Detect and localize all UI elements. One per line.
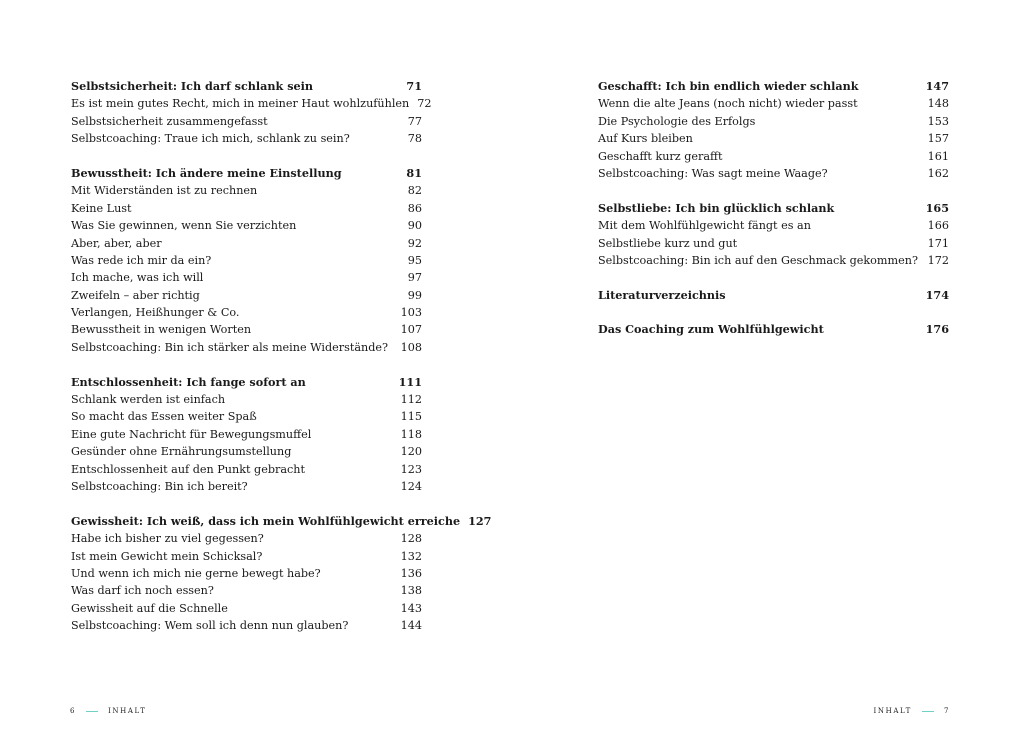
toc-entry-title: Wenn die alte Jeans (noch nicht) wieder passt: [598, 97, 858, 111]
toc-entry-title: Es ist mein gutes Recht, mich in meiner Haut wohlzufühlen: [71, 97, 410, 111]
toc-section: [598, 78, 949, 182]
toc-entry: [71, 600, 422, 617]
toc-entry-title: Keine Lust: [71, 201, 132, 215]
toc-entry-page: 99: [407, 288, 422, 302]
toc-left-column: [71, 78, 492, 652]
toc-entry-page: 118: [400, 427, 422, 441]
toc-entry-page: 111: [398, 374, 422, 389]
toc-entry-page: 174: [925, 287, 949, 302]
toc-entry: [598, 165, 949, 182]
toc-entry-page: 86: [407, 201, 422, 215]
toc-entry-title: Bewusstheit in wenigen Worten: [71, 323, 252, 337]
toc-entry: [71, 391, 422, 408]
toc-chapter-heading: [71, 78, 422, 95]
toc-entry-page: 112: [400, 393, 422, 407]
toc-entry-page: 132: [400, 549, 422, 563]
toc-entry-title: Gewissheit auf die Schnelle: [71, 601, 228, 615]
toc-entry: [598, 113, 949, 130]
toc-entry-title: Das Coaching zum Wohlfühlgewicht: [598, 322, 824, 337]
toc-entry: [71, 565, 422, 582]
toc-chapter-heading: [598, 200, 949, 217]
toc-entry: [71, 95, 432, 112]
toc-entry: [598, 130, 949, 147]
toc-entry-page: 165: [925, 200, 949, 215]
toc-section: [71, 165, 422, 356]
toc-entry-title: Geschafft kurz gerafft: [598, 149, 723, 163]
running-head-left: INHALT: [108, 707, 147, 715]
toc-entry: [71, 617, 422, 634]
toc-entry: [71, 252, 422, 269]
toc-entry-title: Und wenn ich mich nie gerne bewegt habe?: [71, 566, 321, 580]
toc-entry-title: Selbstcoaching: Bin ich bereit?: [71, 479, 248, 493]
toc-entry: [71, 461, 422, 478]
toc-entry-title: Mit Widerständen ist zu rechnen: [71, 184, 258, 198]
toc-entry: [71, 321, 422, 338]
toc-entry: [71, 269, 422, 286]
toc-entry: [598, 235, 949, 252]
toc-entry-page: 95: [407, 253, 422, 267]
toc-entry-page: 153: [927, 114, 949, 128]
toc-entry: [71, 339, 422, 356]
toc-entry-page: 103: [400, 306, 422, 320]
toc-entry-title: Habe ich bisher zu viel gegessen?: [71, 532, 264, 546]
toc-entry-page: 138: [400, 584, 422, 598]
toc-section: [71, 374, 422, 496]
toc-chapter-heading: [71, 513, 492, 530]
toc-entry-page: 157: [927, 132, 949, 146]
toc-chapter-heading: [598, 287, 949, 304]
toc-entry-title: Geschafft: Ich bin endlich wieder schlank: [598, 79, 859, 93]
toc-entry-page: 72: [417, 97, 432, 111]
toc-entry-page: 127: [468, 513, 492, 528]
toc-entry: [71, 478, 422, 495]
toc-entry-title: Schlank werden ist einfach: [71, 393, 226, 407]
footer-left: [70, 707, 146, 715]
toc-entry-page: 77: [407, 114, 422, 128]
toc-entry-title: Mit dem Wohlfühlgewicht fängt es an: [598, 219, 811, 233]
toc-entry-title: Selbstsicherheit: Ich darf schlank sein: [71, 79, 314, 93]
toc-entry: [71, 217, 422, 234]
toc-entry-title: Selbstliebe: Ich bin glücklich schlank: [598, 200, 835, 215]
toc-entry-title: Gesünder ohne Ernährungsumstellung: [71, 445, 292, 459]
toc-entry-page: 171: [927, 236, 949, 250]
footer-dash-left: [86, 711, 98, 712]
toc-entry-title: Was darf ich noch essen?: [71, 584, 214, 598]
toc-entry-title: Selbstcoaching: Wem soll ich denn nun glauben?: [71, 619, 349, 633]
toc-entry: [598, 217, 949, 234]
toc-entry-title: Aber, aber, aber: [71, 236, 162, 250]
toc-section: [71, 513, 492, 635]
toc-entry: [71, 530, 422, 547]
toc-entry-page: 123: [400, 462, 422, 476]
toc-entry-page: 115: [400, 410, 422, 424]
toc-entry-title: So macht das Essen weiter Spaß: [71, 410, 257, 424]
running-head-right: INHALT: [873, 707, 912, 715]
toc-entry-page: 82: [407, 184, 422, 198]
toc-entry-title: Verlangen, Heißhunger & Co.: [71, 306, 240, 320]
toc-entry: [71, 182, 422, 199]
toc-entry: [71, 443, 422, 460]
toc-entry-page: 176: [925, 322, 949, 337]
toc-section: [71, 78, 432, 148]
toc-entry-title: Selbstsicherheit zusammengefasst: [71, 114, 268, 128]
toc-entry-title: Selbstcoaching: Bin ich stärker als meine Widerstände?: [71, 340, 389, 354]
toc-entry-page: 172: [927, 253, 949, 267]
toc-entry: [71, 426, 422, 443]
toc-entry-page: 143: [400, 601, 422, 615]
toc-entry-title: Entschlossenheit auf den Punkt gebracht: [71, 462, 305, 476]
toc-entry-page: 147: [925, 79, 949, 93]
toc-chapter-heading: [71, 374, 422, 391]
toc-entry-page: 120: [400, 445, 422, 459]
toc-entry-page: 107: [400, 323, 422, 337]
toc-entry-title: Die Psychologie des Erfolgs: [598, 114, 756, 128]
toc-entry-page: 97: [407, 271, 422, 285]
toc-entry: [71, 582, 422, 599]
page-number-right: 7: [943, 707, 950, 715]
toc-section: [598, 321, 949, 338]
toc-entry-title: Selbstliebe kurz und gut: [598, 236, 738, 250]
toc-entry: [598, 252, 949, 269]
toc-entry: [71, 287, 422, 304]
toc-entry-title: Gewissheit: Ich weiß, dass ich mein Wohlfühlgewicht erreiche: [71, 513, 461, 528]
toc-entry: [71, 113, 422, 130]
toc-entry-title: Zweifeln – aber richtig: [71, 288, 200, 302]
toc-entry-title: Entschlossenheit: Ich fange sofort an: [71, 374, 306, 389]
toc-entry-page: 81: [406, 165, 422, 180]
toc-chapter-heading: [71, 165, 422, 182]
toc-entry-title: Was Sie gewinnen, wenn Sie verzichten: [71, 219, 297, 233]
toc-entry-page: 90: [407, 219, 422, 233]
toc-entry: [598, 95, 949, 112]
toc-entry-page: 136: [400, 566, 422, 580]
toc-entry-title: Ich mache, was ich will: [71, 271, 204, 285]
toc-entry-title: Selbstcoaching: Bin ich auf den Geschmack gekommen?: [598, 253, 918, 267]
toc-entry: [71, 200, 422, 217]
page-number-left: 6: [70, 707, 77, 715]
toc-entry: [71, 548, 422, 565]
toc-entry-page: 166: [927, 219, 949, 233]
toc-section: [598, 200, 949, 270]
toc-entry-title: Eine gute Nachricht für Bewegungsmuffel: [71, 427, 312, 441]
toc-entry: [598, 148, 949, 165]
footer-dash-right: [922, 711, 934, 712]
toc-entry: [71, 304, 422, 321]
toc-entry-title: Auf Kurs bleiben: [598, 132, 693, 146]
toc-entry-page: 128: [400, 532, 422, 546]
toc-entry-page: 148: [927, 97, 949, 111]
toc-section: [598, 287, 949, 304]
toc-chapter-heading: [598, 78, 949, 95]
toc-entry: [71, 235, 422, 252]
toc-entry: [71, 130, 422, 147]
toc-entry-page: 161: [927, 149, 949, 163]
toc-entry-title: Ist mein Gewicht mein Schicksal?: [71, 549, 263, 563]
toc-right-column: [598, 78, 949, 356]
toc-entry-page: 162: [927, 166, 949, 180]
toc-entry-title: Literaturverzeichnis: [598, 287, 726, 302]
toc-entry-title: Selbstcoaching: Was sagt meine Waage?: [598, 166, 828, 180]
toc-chapter-heading: [598, 321, 949, 338]
toc-entry: [71, 408, 422, 425]
toc-entry-title: Bewusstheit: Ich ändere meine Einstellung: [71, 165, 342, 180]
toc-entry-page: 144: [400, 619, 422, 633]
footer-right: [874, 707, 950, 715]
toc-entry-page: 92: [407, 236, 422, 250]
toc-entry-page: 124: [400, 479, 422, 493]
toc-entry-page: 78: [407, 132, 422, 146]
toc-entry-title: Was rede ich mir da ein?: [71, 253, 212, 267]
toc-entry-title: Selbstcoaching: Traue ich mich, schlank zu sein?: [71, 132, 350, 146]
toc-entry-page: 108: [400, 340, 422, 354]
toc-entry-page: 71: [406, 79, 422, 93]
